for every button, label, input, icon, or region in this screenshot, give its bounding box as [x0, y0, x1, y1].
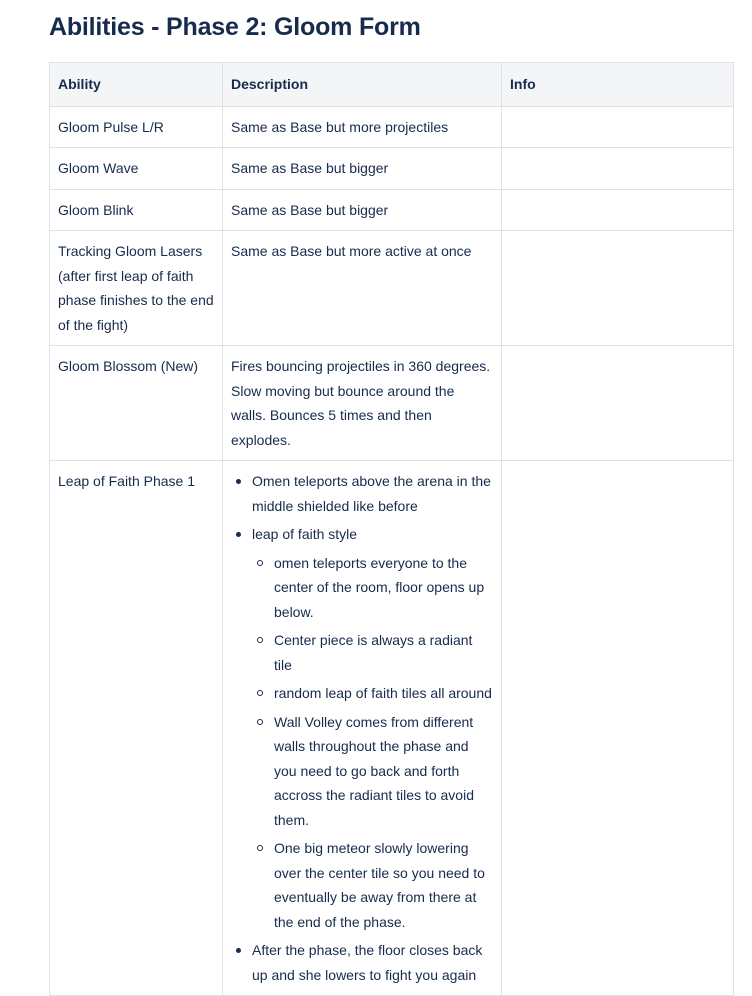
sub-bullet-item — [274, 710, 493, 833]
info-cell — [502, 346, 734, 461]
bullet-text: leap of faith style — [252, 526, 358, 542]
sub-bullet-list — [252, 551, 493, 935]
table-row — [50, 189, 734, 231]
column-header-info: Info — [502, 63, 734, 107]
info-cell — [502, 148, 734, 190]
bullet-disc-icon — [236, 479, 241, 484]
table-header-row — [50, 63, 734, 107]
bullet-item — [252, 469, 493, 518]
page-title: Abilities - Phase 2: Gloom Form — [49, 13, 421, 41]
sub-bullet-text: omen teleports everyone to the center of the room, floor opens up below. — [274, 554, 485, 620]
info-cell — [502, 106, 734, 148]
description-cell: Fires bouncing projectiles in 360 degrees. Slow moving but bounce around the walls. Bounces 5 times and then explodes. — [223, 346, 502, 461]
ability-cell: Tracking Gloom Lasers (after first leap of faith phase finishes to the end of the fight) — [50, 231, 223, 346]
info-cell — [502, 231, 734, 346]
sub-bullet-item — [274, 551, 493, 625]
table-row — [50, 461, 734, 996]
info-cell — [502, 189, 734, 231]
bullet-text: Omen teleports above the arena in the middle shielded like before — [252, 473, 491, 514]
description-cell: Same as Base but more active at once — [223, 231, 502, 346]
table-row — [50, 106, 734, 148]
bullet-list — [231, 469, 493, 987]
bullet-circle-icon — [257, 845, 263, 851]
sub-bullet-text: One big meteor slowly lowering over the center tile so you need to eventually be away from there at the end of the phase. — [274, 840, 485, 930]
ability-cell: Leap of Faith Phase 1 — [50, 461, 223, 996]
column-header-description: Description — [223, 63, 502, 107]
bullet-disc-icon — [236, 532, 241, 537]
bullet-item — [252, 938, 493, 987]
bullet-text: After the phase, the floor closes back up and she lowers to fight you again — [252, 942, 483, 983]
bullet-circle-icon — [257, 560, 263, 566]
sub-bullet-item — [274, 628, 493, 677]
table-row — [50, 148, 734, 190]
table-row — [50, 231, 734, 346]
column-header-ability: Ability — [50, 63, 223, 107]
sub-bullet-item — [274, 681, 493, 706]
bullet-item — [252, 522, 493, 934]
bullet-circle-icon — [257, 690, 263, 696]
sub-bullet-text: random leap of faith tiles all around — [274, 685, 492, 701]
sub-bullet-text: Center piece is always a radiant tile — [274, 632, 473, 673]
bullet-disc-icon — [236, 948, 241, 953]
table-row — [50, 346, 734, 461]
ability-cell: Gloom Wave — [50, 148, 223, 190]
sub-bullet-text: Wall Volley comes from different walls throughout the phase and you need to go back and forth accross the radiant tiles to avoid them. — [274, 713, 474, 828]
description-cell: Same as Base but bigger — [223, 148, 502, 190]
description-cell — [223, 461, 502, 996]
ability-cell: Gloom Blink — [50, 189, 223, 231]
sub-bullet-item — [274, 836, 493, 934]
ability-cell: Gloom Pulse L/R — [50, 106, 223, 148]
info-cell — [502, 461, 734, 996]
bullet-circle-icon — [257, 719, 263, 725]
description-cell: Same as Base but bigger — [223, 189, 502, 231]
ability-cell: Gloom Blossom (New) — [50, 346, 223, 461]
description-cell: Same as Base but more projectiles — [223, 106, 502, 148]
abilities-table — [49, 62, 734, 996]
bullet-circle-icon — [257, 637, 263, 643]
